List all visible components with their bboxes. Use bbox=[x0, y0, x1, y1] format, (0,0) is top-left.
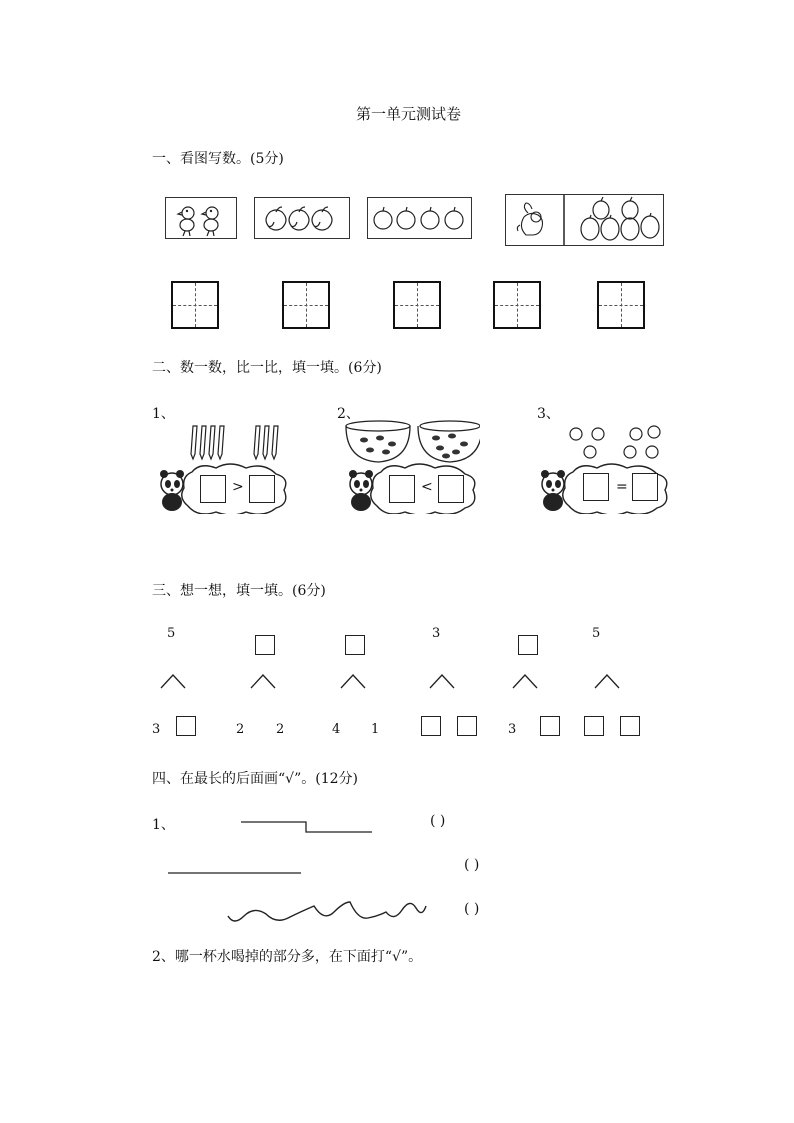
section-1-heading: 一、看图写数。(5分) bbox=[152, 151, 284, 167]
fishbowl-icon bbox=[340, 418, 480, 466]
squirrel-icon bbox=[506, 195, 663, 245]
tree-5-right-box[interactable] bbox=[540, 716, 560, 736]
stepped-line bbox=[240, 818, 374, 834]
tree-1-right-box[interactable] bbox=[176, 716, 196, 736]
tree-6-left-box[interactable] bbox=[584, 716, 604, 736]
compare-box-1a[interactable] bbox=[200, 475, 226, 503]
tree-5-top-box[interactable] bbox=[518, 635, 538, 655]
section-4-heading: 四、在最长的后面画“√”。(12分) bbox=[152, 771, 358, 787]
tree-1-left: 3 bbox=[152, 722, 161, 737]
compare-group-2 bbox=[341, 462, 481, 514]
split-branch bbox=[512, 673, 538, 689]
compare-box-3b[interactable] bbox=[632, 473, 658, 501]
tree-3-right: 1 bbox=[371, 722, 380, 737]
question-2-text: 2、哪一杯水喝掉的部分多，在下面打“√”。 bbox=[152, 949, 423, 965]
tree-2-right: 2 bbox=[276, 722, 285, 737]
answer-paren-3[interactable]: ( ) bbox=[464, 901, 480, 917]
tree-6-right-box[interactable] bbox=[620, 716, 640, 736]
tree-4-left-box[interactable] bbox=[421, 716, 441, 736]
chick-icon bbox=[166, 198, 236, 238]
question-1-label: 1、 bbox=[152, 817, 175, 833]
compare-symbol-1: > bbox=[232, 479, 244, 495]
tree-5-left: 3 bbox=[508, 722, 517, 737]
answer-paren-2[interactable]: ( ) bbox=[464, 857, 480, 873]
answer-box-1[interactable] bbox=[171, 281, 219, 329]
tree-2-left: 2 bbox=[236, 722, 245, 737]
item-2-label: 2、 bbox=[337, 406, 360, 422]
apple-picture bbox=[367, 197, 472, 239]
peach-picture bbox=[254, 197, 350, 239]
wavy-line bbox=[226, 896, 430, 928]
split-branch bbox=[160, 673, 186, 689]
tree-2-top-box[interactable] bbox=[255, 635, 275, 655]
answer-box-4[interactable] bbox=[493, 281, 541, 329]
pencil-icon bbox=[185, 422, 285, 462]
straight-line bbox=[167, 868, 303, 878]
compare-group-3 bbox=[533, 462, 673, 514]
split-branch bbox=[250, 673, 276, 689]
compare-box-2a[interactable] bbox=[389, 475, 415, 503]
compare-box-3a[interactable] bbox=[583, 473, 609, 501]
split-branch bbox=[340, 673, 366, 689]
section-2-heading: 二、数一数，比一比，填一填。(6分) bbox=[152, 360, 382, 376]
tree-3-top-box[interactable] bbox=[345, 635, 365, 655]
peach-icon bbox=[255, 198, 349, 238]
tree-1-top: 5 bbox=[167, 626, 176, 641]
apple-icon bbox=[368, 198, 471, 238]
tree-6-top: 5 bbox=[592, 626, 601, 641]
squirrel-apple-picture bbox=[505, 194, 664, 246]
tree-4-top: 3 bbox=[432, 626, 441, 641]
orange-icon bbox=[566, 424, 666, 462]
compare-symbol-2: < bbox=[421, 479, 433, 495]
split-branch bbox=[429, 673, 455, 689]
answer-box-3[interactable] bbox=[393, 281, 441, 329]
section-3-heading: 三、想一想，填一填。(6分) bbox=[152, 583, 326, 599]
split-branch bbox=[594, 673, 620, 689]
compare-group-1 bbox=[152, 462, 292, 514]
answer-box-2[interactable] bbox=[282, 281, 330, 329]
tree-3-left: 4 bbox=[332, 722, 341, 737]
answer-box-5[interactable] bbox=[597, 281, 645, 329]
item-3-label: 3、 bbox=[537, 406, 560, 422]
answer-paren-1[interactable]: ( ) bbox=[430, 813, 446, 829]
compare-box-1b[interactable] bbox=[249, 475, 275, 503]
tree-4-right-box[interactable] bbox=[457, 716, 477, 736]
compare-symbol-3: = bbox=[616, 479, 628, 495]
chick-picture bbox=[165, 197, 237, 239]
item-1-label: 1、 bbox=[152, 406, 175, 422]
page-title: 第一单元测试卷 bbox=[356, 105, 462, 123]
compare-box-2b[interactable] bbox=[438, 475, 464, 503]
